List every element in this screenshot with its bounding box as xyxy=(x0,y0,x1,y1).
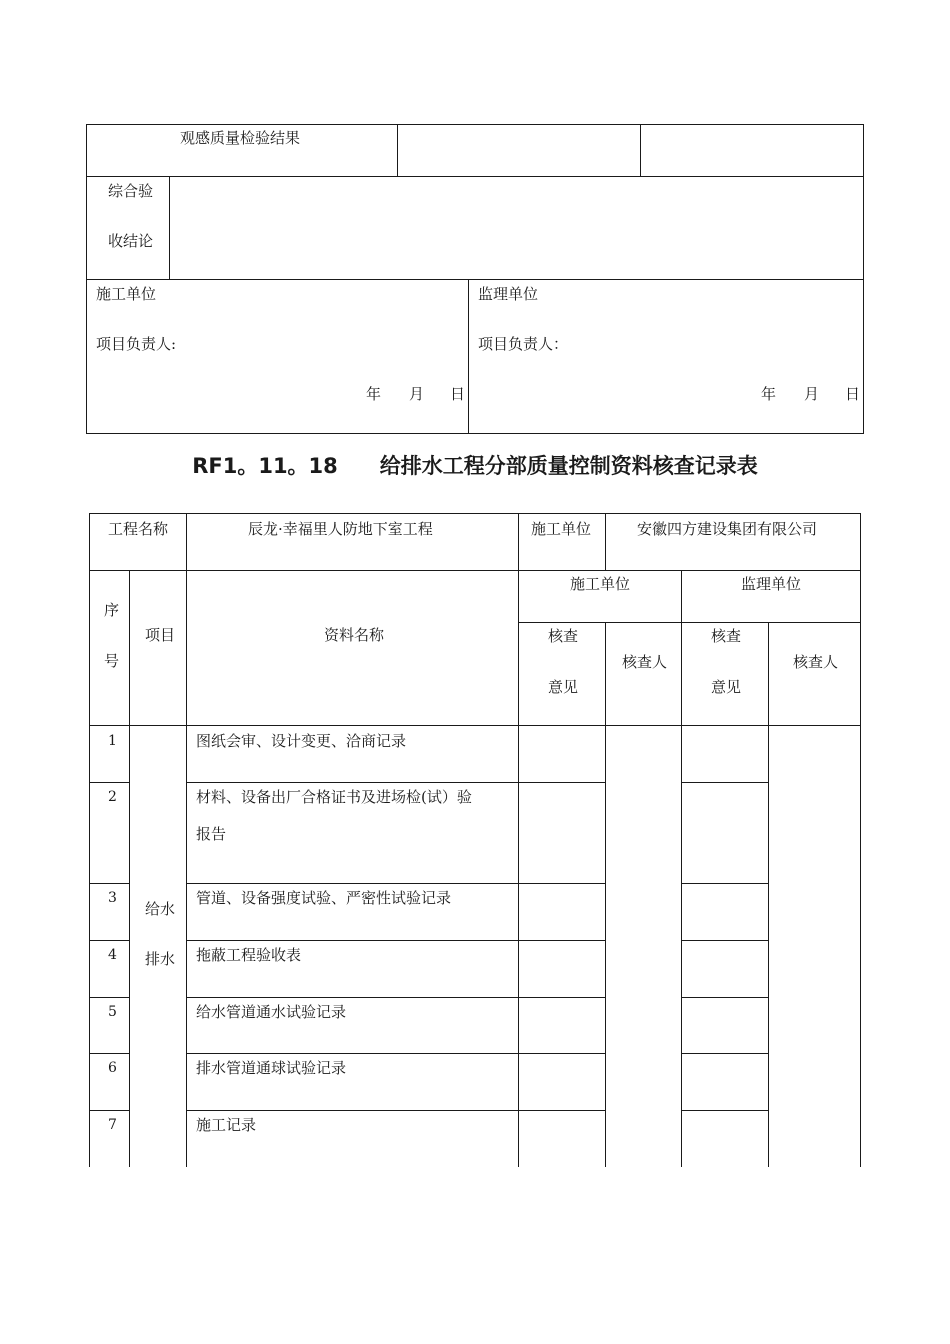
construction-checker-header: 核查人 xyxy=(622,653,668,671)
border-line xyxy=(89,513,861,514)
construction-unit-label: 施工单位 xyxy=(96,285,157,303)
date-month: 月 xyxy=(804,385,820,403)
border-line xyxy=(681,940,768,941)
border-line xyxy=(186,782,605,783)
visual-quality-label: 观感质量检验结果 xyxy=(180,129,301,147)
border-line xyxy=(681,883,768,884)
supervision-group-header: 监理单位 xyxy=(741,575,802,593)
border-line xyxy=(468,279,469,434)
row-number: 5 xyxy=(108,1004,117,1020)
border-line xyxy=(186,883,605,884)
border-line xyxy=(89,725,861,726)
row-number: 7 xyxy=(108,1117,117,1133)
date-month: 月 xyxy=(409,385,425,403)
border-line xyxy=(863,124,864,434)
doc-name-cell: 拖蔽工程验收表 xyxy=(196,946,302,964)
border-line xyxy=(89,997,129,998)
construction-opinion-header-line1: 核查 xyxy=(548,627,579,645)
border-line xyxy=(169,176,170,280)
border-line xyxy=(89,940,129,941)
date-day: 日 xyxy=(845,385,861,403)
border-line xyxy=(89,1110,129,1111)
doc-name-cell: 管道、设备强度试验、严密性试验记录 xyxy=(196,889,452,907)
category-label-line2: 排水 xyxy=(145,950,176,968)
supervision-opinion-header-line1: 核查 xyxy=(711,627,742,645)
date-day: 日 xyxy=(450,385,466,403)
seq-header-line1: 序 xyxy=(104,601,120,619)
doc-name-cell: 图纸会审、设计变更、洽商记录 xyxy=(196,732,407,750)
construction-opinion-header-line2: 意见 xyxy=(548,678,579,696)
doc-name-cell-line2: 报告 xyxy=(196,825,227,843)
construction-group-header: 施工单位 xyxy=(570,575,631,593)
doc-name-cell: 材料、设备出厂合格证书及进场检(试）验 xyxy=(196,788,472,806)
project-name-value: 辰龙·幸福里人防地下室工程 xyxy=(248,520,433,538)
border-line xyxy=(186,940,605,941)
border-line xyxy=(86,433,864,434)
border-line xyxy=(605,513,606,571)
row-number: 2 xyxy=(108,789,117,805)
border-line xyxy=(681,570,682,1167)
category-label-line1: 给水 xyxy=(145,900,176,918)
supervision-unit-label: 监理单位 xyxy=(478,285,539,303)
border-line xyxy=(186,513,187,1167)
border-line xyxy=(89,883,129,884)
construction-unit-label: 施工单位 xyxy=(531,520,592,538)
row-number: 4 xyxy=(108,947,117,963)
row-number: 1 xyxy=(108,733,117,749)
supervision-person-label: 项目负责人： xyxy=(478,335,569,353)
border-line xyxy=(86,176,864,177)
border-line xyxy=(89,782,129,783)
date-year: 年 xyxy=(761,385,777,403)
border-line xyxy=(86,279,864,280)
border-line xyxy=(518,622,861,623)
project-name-label: 工程名称 xyxy=(108,520,169,538)
conclusion-label-line2: 收结论 xyxy=(108,232,154,250)
border-line xyxy=(768,622,769,1167)
border-line xyxy=(89,513,90,1167)
border-line xyxy=(186,997,605,998)
border-line xyxy=(129,570,130,1167)
border-line xyxy=(89,570,861,571)
conclusion-label-line1: 综合验 xyxy=(108,182,154,200)
item-header: 项目 xyxy=(145,626,176,644)
construction-person-label: 项目负责人: xyxy=(96,335,177,353)
border-line xyxy=(186,1110,605,1111)
supervision-opinion-header-line2: 意见 xyxy=(711,678,742,696)
border-line xyxy=(605,622,606,1167)
border-line xyxy=(681,1110,768,1111)
doc-name-header: 资料名称 xyxy=(324,626,385,644)
border-line xyxy=(681,782,768,783)
construction-unit-value: 安徽四方建设集团有限公司 xyxy=(637,520,818,538)
border-line xyxy=(518,513,519,1167)
doc-name-cell: 施工记录 xyxy=(196,1116,257,1134)
form-title: RF1。11。18 给排水工程分部质量控制资料核查记录表 xyxy=(192,454,758,478)
border-line xyxy=(681,997,768,998)
border-line xyxy=(860,513,861,1167)
border-line xyxy=(86,124,87,434)
supervision-checker-header: 核查人 xyxy=(793,653,839,671)
row-number: 3 xyxy=(108,890,117,906)
border-line xyxy=(89,1053,129,1054)
seq-header-line2: 号 xyxy=(104,652,120,670)
row-number: 6 xyxy=(108,1060,117,1076)
doc-name-cell: 排水管道通球试验记录 xyxy=(196,1059,347,1077)
border-line xyxy=(186,1053,605,1054)
date-year: 年 xyxy=(366,385,382,403)
doc-name-cell: 给水管道通水试验记录 xyxy=(196,1003,347,1021)
border-line xyxy=(86,124,864,125)
border-line xyxy=(640,124,641,177)
border-line xyxy=(681,1053,768,1054)
border-line xyxy=(397,124,398,177)
